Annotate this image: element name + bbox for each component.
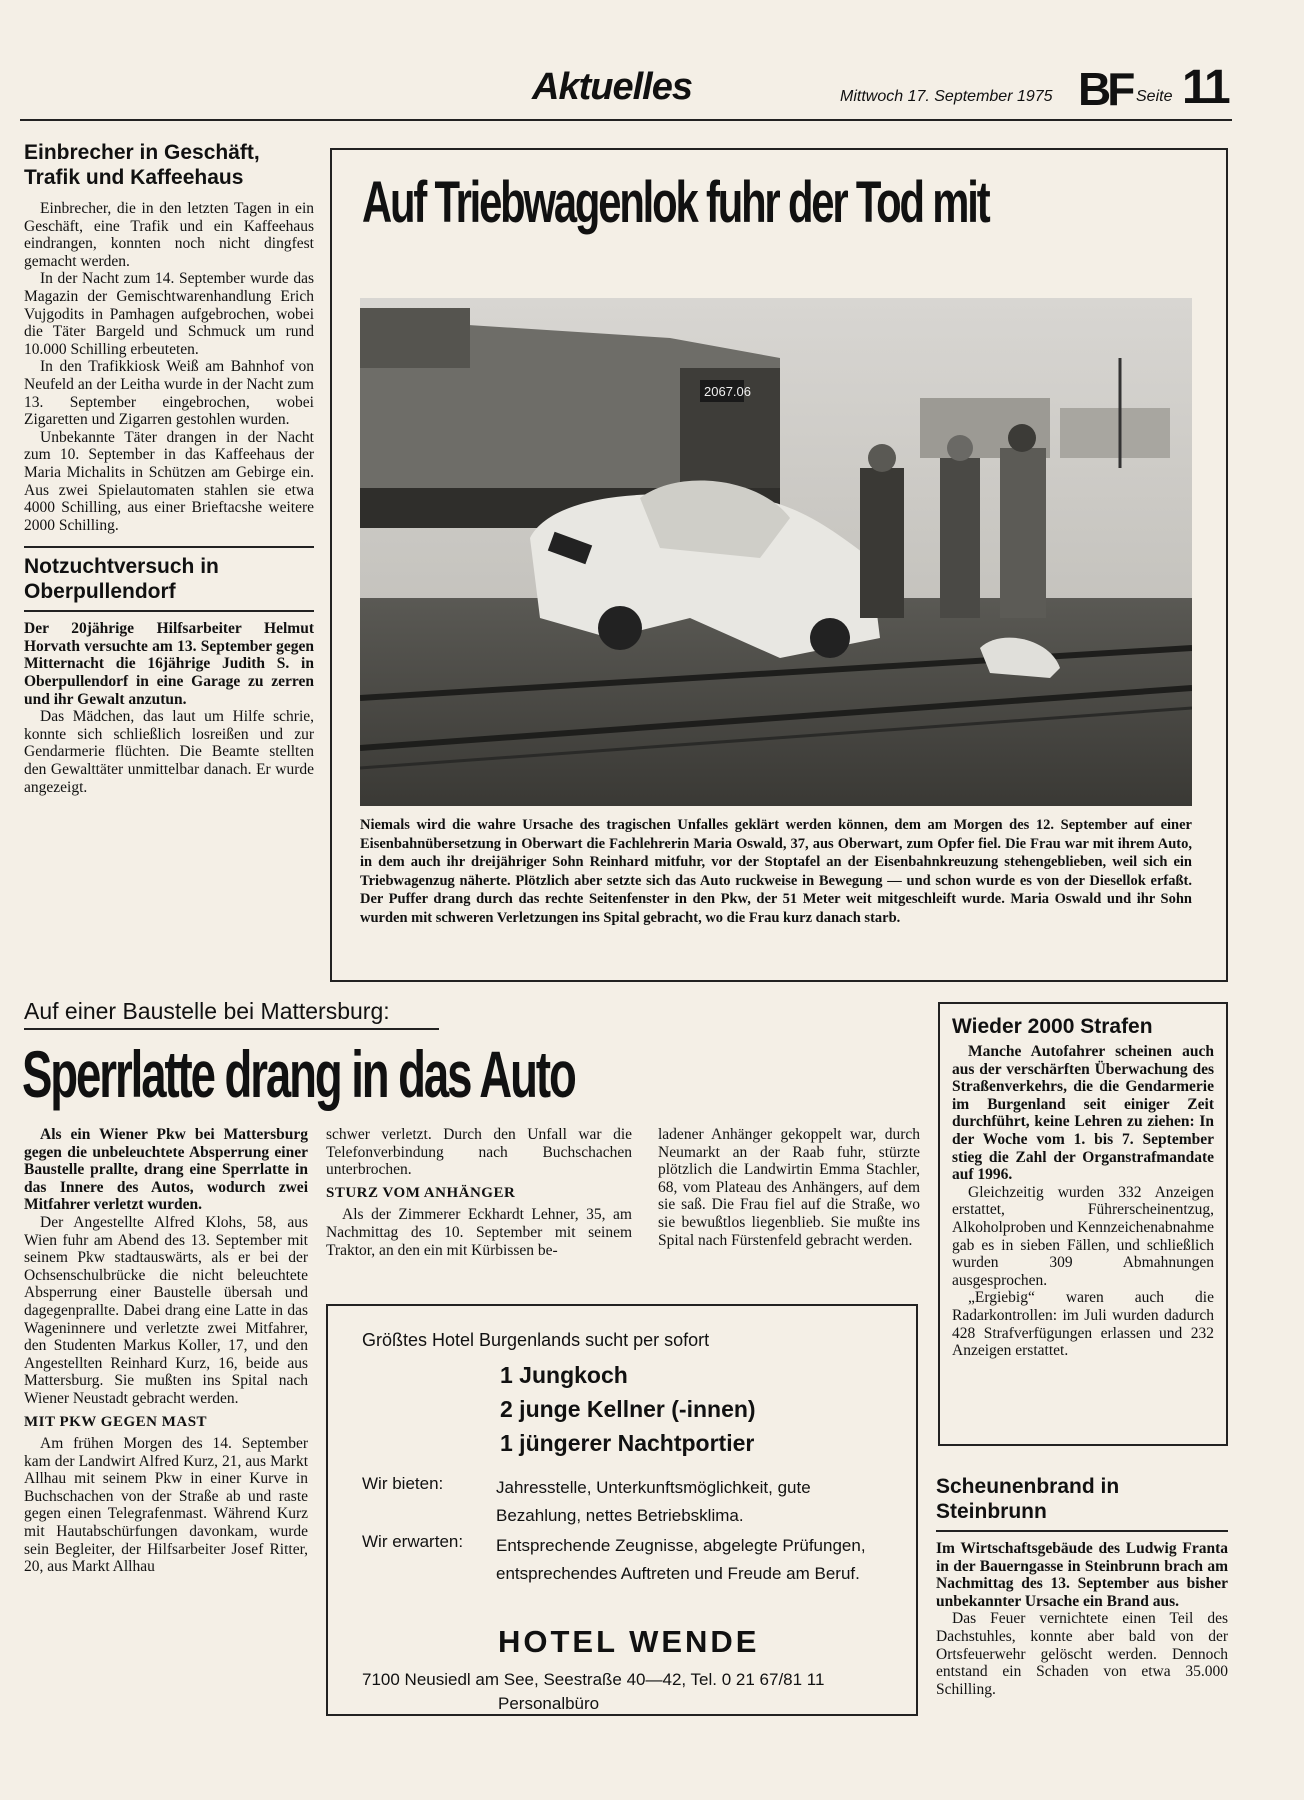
- right-article: [936, 1474, 1228, 1698]
- article-headline: Einbrecher in Geschäft, Trafik und Kaffeehaus: [24, 141, 260, 189]
- fines-box: [938, 1002, 1228, 1446]
- story-paragraph: Am frühen Morgen des 14. September kam der Landwirt Alfred Kurz, 21, aus Markt Allhau mit seinem Pkw in einer Kurve in Buchschachen von der Straße ab und raste gegen einen Telegrafenmast. Während Kurz mit Hautabschürfungen davonkam, wurde sein Begleiter, der Hilfsarbeiter Josef Ritter, 20, aus Markt Allhau: [24, 1435, 308, 1576]
- story-paragraph: schwer verletzt. Durch den Unfall war die Telefonverbindung nach Buchschachen unterbrochen.: [326, 1126, 632, 1179]
- advert-department: Personalbüro: [498, 1694, 600, 1713]
- article-body: [24, 200, 314, 534]
- feature-headline: Auf Triebwagenlok fuhr der Tod mit: [362, 170, 989, 235]
- box-body: [952, 1043, 1214, 1360]
- article-lead: Der 20jährige Hilfsarbeiter Helmut Horvath versuchte am 13. September gegen Mitternacht die 16jährige Judith S. in Oberpullendorf in eine Garage zu zerren und ihr Gewalt anzutun.: [24, 620, 314, 708]
- masthead-rule: [20, 119, 1232, 121]
- article-paragraph: In der Nacht zum 14. September wurde das Magazin der Gemischtwarenhandlung Erich Vujgodits in Pamhagen aufgebrochen, wobei die Täter Bargeld und Schmuck um rund 10.000 Schilling erbeuteten.: [24, 270, 314, 358]
- story-headline: Sperrlatte drang in das Auto: [22, 1037, 575, 1111]
- story-paragraph: Als der Zimmerer Eckhardt Lehner, 35, am Nachmittag des 10. September mit seinem Traktor, an den ein mit Kürbissen be-: [326, 1206, 632, 1259]
- article-body: [936, 1540, 1228, 1698]
- article-body: [24, 620, 314, 796]
- article-headline: Scheunenbrand in Steinbrunn: [936, 1475, 1120, 1523]
- paper-logo: BF: [1078, 63, 1132, 115]
- photo-caption: Niemals wird die wahre Ursache des tragischen Unfalles geklärt werden können, dem am Morgen des 12. September auf einer Eisenbahnübersetzung in Oberwart die Fachlehrerin Maria Oswald, 37, aus Oberwart, zum Opfer fiel. Die Frau war mit ihrem Auto, in dem auch ihr dreijähriger Sohn Reinhard mitfuhr, vor der Stoptafel an der Eisenbahnkreuzung stehengeblieben, weil sich ein Triebwagenzug näherte. Plötzlich aber setzte sich das Auto ruckweise in Bewegung — und schon wurde es von der Diesellok erfaßt. Der Puffer drang durch das rechte Seitenfenster in den Pkw, der 51 Meter weit mitgeschleift wurde. Maria Oswald und ihr Sohn wurden mit schweren Verletzungen ins Spital gebracht, wo die Frau kurz danach starb.: [360, 817, 1192, 926]
- story-lead: Als ein Wiener Pkw bei Mattersburg gegen die unbeleuchtete Absperrung einer Baustelle prallte, drang eine Sperrlatte in das Innere des Autos, wodurch zwei Mitfahrer verletzt wurden.: [24, 1126, 308, 1214]
- article-paragraph: Einbrecher, die in den letzten Tagen in ein Geschäft, eine Trafik und ein Kaffeehaus eindrangen, konnten noch nicht dingfest gemacht werden.: [24, 200, 314, 270]
- advert-expect-text: Entsprechende Zeugnisse, abgelegte Prüfungen, entsprechendes Auftreten und Freude am Beruf.: [496, 1536, 866, 1583]
- advert-job: 1 Jungkoch: [500, 1362, 628, 1388]
- kicker-rule: [24, 1028, 439, 1030]
- loco-number: 2067.06: [704, 384, 751, 399]
- page-label: Seite: [1136, 88, 1173, 105]
- left-column: [24, 140, 314, 796]
- divider: [24, 610, 314, 612]
- divider: [24, 546, 314, 548]
- feature-box: [330, 148, 1228, 982]
- box-headline: Wieder 2000 Strafen: [952, 1015, 1153, 1038]
- accident-photo: [360, 298, 1192, 806]
- divider: [936, 1530, 1228, 1532]
- story-column-3: [658, 1126, 920, 1249]
- article-paragraph: Das Feuer vernichtete einen Teil des Dachstuhles, konnte aber bald von der Ortsfeuerwehr gelöscht werden. Dennoch entstand ein Schaden von etwa 35.000 Schilling.: [936, 1610, 1228, 1698]
- article-paragraph: Unbekannte Täter drangen in der Nacht zum 10. September in das Kaffeehaus der Maria Michalits in Schützen am Gebirge ein. Aus zwei Spielautomaten stahlen sie etwa 4000 Schilling, aus einer Brieftacshe weitere 2000 Schilling.: [24, 428, 314, 534]
- section-title: Aktuelles: [532, 66, 692, 108]
- story-paragraph: Der Angestellte Alfred Klohs, 58, aus Wien fuhr am Abend des 13. September mit seinem Pkw stadtauswärts, als er bei der Ochsenschulbrücke die nicht beleuchtete Absperrung einer Baustelle übersah und dagegenprallte. Dabei drang eine Latte in das Wageninnere und verletzte zwei Mitfahrer, den Studenten Markus Koller, 17, und den Angestellten Reinhard Kurz, 16, beide aus Mattersburg. Sie mußten ins Spital nach Wiener Neustadt gebracht werden.: [24, 1213, 308, 1407]
- advert-offer-text: Jahresstelle, Unterkunftsmöglichkeit, gute Bezahlung, nettes Betriebsklima.: [496, 1478, 811, 1525]
- story-kicker: Auf einer Baustelle bei Mattersburg:: [24, 998, 390, 1024]
- advert-offer-label: Wir bieten:: [362, 1474, 444, 1493]
- article-paragraph: Das Mädchen, das laut um Hilfe schrie, konnte sich schließlich losreißen und zur Gendarmerie flüchten. Die Beamte stellten den Gewalttäter unmittelbar danach. Er wurde angezeigt.: [24, 708, 314, 796]
- masthead: [20, 60, 1230, 120]
- advert-hotel-name: HOTEL WENDE: [498, 1624, 760, 1659]
- advert-expect-label: Wir erwarten:: [362, 1532, 464, 1551]
- job-advert: [326, 1304, 918, 1716]
- article-lead: Im Wirtschaftsgebäude des Ludwig Franta in der Bauerngasse in Steinbrunn brach am Nachmittag des 13. September aus bisher unbekannter Ursache ein Brand aus.: [936, 1540, 1228, 1610]
- advert-address: 7100 Neusiedl am See, Seestraße 40—42, Tel. 0 21 67/81 11: [362, 1670, 825, 1689]
- accident-photo-svg: [360, 298, 1192, 806]
- advert-intro: Größtes Hotel Burgenlands sucht per sofort: [362, 1330, 710, 1350]
- story-column-1: [24, 1126, 308, 1576]
- story-subhead: STURZ VOM ANHÄNGER: [326, 1184, 516, 1201]
- box-paragraph: „Ergiebig“ waren auch die Radarkontrollen: im Juli wurden dadurch 428 Strafverfügungen erlassen und 232 Anzeigen erstattet.: [952, 1289, 1214, 1360]
- issue-date: Mittwoch 17. September 1975: [840, 88, 1053, 105]
- page-number: 11: [1182, 61, 1229, 114]
- article-paragraph: In den Trafikkiosk Weiß am Bahnhof von Neufeld an der Leitha wurde in der Nacht zum 13. September eingebrochen, wobei Zigaretten und Zigarren gestohlen wurden.: [24, 358, 314, 429]
- box-paragraph: Gleichzeitig wurden 332 Anzeigen erstattet, Führerscheinentzug, Alkoholproben und Kennzeichenabnahme gab es in sieben Fällen, und schließlich wurden 309 Abmahnungen ausgesprochen.: [952, 1183, 1214, 1289]
- article-headline: Notzuchtversuch in Oberpullendorf: [24, 555, 219, 604]
- story-paragraph: ladener Anhänger gekoppelt war, durch Neumarkt an der Raab fuhr, stürzte plötzlich die Landwirtin Emma Stachler, 68, vom Plateau des Anhängers, auf dem sie saß. Die Frau fiel auf die Straße, wo sie bewußtlos liegenblieb. Sie mußte ins Spital nach Fürstenfeld gebracht werden.: [658, 1126, 920, 1249]
- box-lead: Manche Autofahrer scheinen auch aus der verschärften Überwachung des Straßenverkehrs, die die Gendarmerie im Burgenland seit einiger Zeit durchführt, keine Lehren zu ziehen: In der Woche vom 1. bis 7. September stieg die Zahl der Organstrafmandate auf 1996.: [952, 1043, 1214, 1184]
- advert-job: 2 junge Kellner (-innen): [500, 1396, 756, 1422]
- advert-job: 1 jüngerer Nachtportier: [500, 1430, 755, 1456]
- story-column-2: [326, 1126, 632, 1259]
- story-subhead: MIT PKW GEGEN MAST: [24, 1413, 208, 1430]
